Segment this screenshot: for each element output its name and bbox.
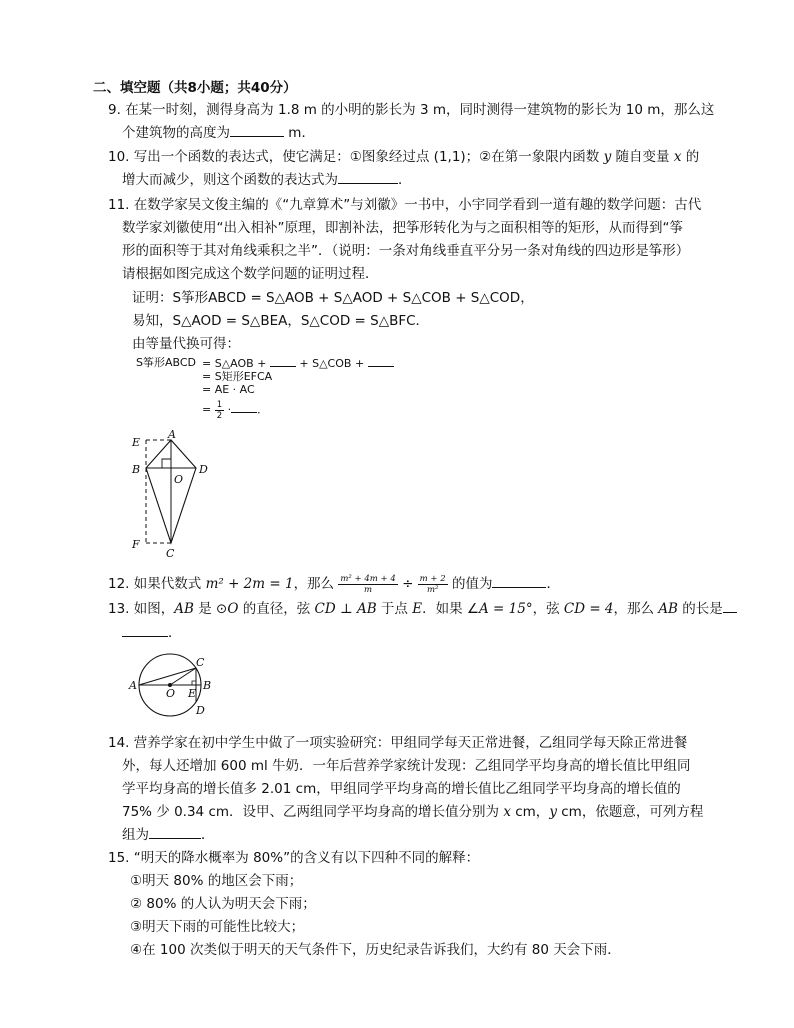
q11-half-den: 2: [216, 410, 223, 421]
q13-circle-figure: [126, 650, 216, 718]
q13-t3: 的直径，弦: [238, 601, 315, 617]
q11-half-num: 1: [216, 399, 223, 410]
q9-text2b: m．: [288, 125, 315, 141]
q13-number: 13.: [108, 601, 130, 617]
q12-fraction1: [338, 574, 397, 595]
q15-number: 15.: [108, 850, 130, 866]
q11-step4-dot: ·: [227, 403, 232, 416]
q14-var-y: y: [549, 804, 557, 820]
q15-text1: “明天的降水概率为 80%”的含义有以下四种不同的解释：: [133, 850, 480, 866]
q13-t6: ，弦: [532, 601, 564, 617]
q11-blank3: [231, 400, 257, 413]
section-title: 二、填空题（共8小题；共40分）: [93, 80, 297, 96]
q10-var-x: x: [673, 149, 682, 165]
fig13-label-D: D: [196, 704, 205, 717]
q10-text1c: 的: [681, 149, 700, 165]
q11-blank1: [270, 354, 296, 367]
q9-line2: [122, 124, 315, 142]
q14-number: 14.: [108, 735, 130, 751]
q10-number: 10.: [108, 149, 130, 165]
q13-AB: AB: [174, 601, 194, 617]
q10-text2a: 增大而减少，则这个函数的表达式为: [122, 172, 338, 188]
q9-text1: 在某一时刻，测得身高为 1.8 m 的小明的影长为 3 m，同时测得一建筑物的影长为 10 m，那么这: [125, 102, 715, 118]
q14-line3: 学平均身高的增长值多 2.01 cm，甲组同学平均身高的增长值比乙组同学平均身高的增长值的: [122, 781, 681, 797]
q12-text-b: ，那么: [293, 576, 339, 592]
q12-number: 12.: [108, 576, 130, 592]
q12-divide: ÷: [402, 576, 414, 592]
q13-O: O: [227, 601, 239, 617]
q11-step1-text: = S△AOB +: [202, 357, 267, 370]
q12-f2-num: m + 2: [419, 573, 446, 584]
q11-proof3: 由等量代换可得：: [132, 336, 240, 352]
fig11-label-B: B: [132, 463, 141, 476]
q12-text-a: 如果代数式: [133, 576, 206, 592]
q13-t4: 于点: [376, 601, 413, 617]
q13-E: E: [412, 601, 423, 617]
q15-option1: ①明天 80% 的地区会下雨；: [130, 873, 303, 889]
q10-text1a: 写出一个函数的表达式，使它满足：①图象经过点 (1,1)；②在第一象限内函数: [133, 149, 604, 165]
q14-var-x: x: [503, 804, 511, 820]
fig11-label-A: A: [168, 428, 176, 441]
q11-proof2: 易知，S△AOD = S△BEA，S△COD = S△BFC．: [132, 313, 430, 329]
q14-line2: 外，每人还增加 600 ml 牛奶．一年后营养学家统计发现：乙组同学平均身高的增长值比甲组同: [122, 758, 691, 774]
q14-t4c: cm，依题意，可列方程: [556, 804, 704, 820]
q14-t5b: ．: [201, 827, 215, 843]
fig13-label-A: A: [129, 679, 137, 692]
q11-number: 11.: [108, 197, 130, 213]
fig13-label-E: E: [188, 687, 197, 700]
q13-line1: [108, 600, 737, 618]
q13-t1: 如图，: [133, 601, 175, 617]
q11-blank2: [368, 354, 394, 367]
q12-f2-den: m²: [426, 584, 439, 595]
q12-expression: m² + 2m = 1: [205, 576, 294, 592]
q13-t5: ．如果 ∠: [422, 601, 479, 617]
q12-text-c: 的值为: [447, 576, 493, 592]
q9-text2a: 个建筑物的高度为: [122, 125, 230, 141]
q13-AB2: AB: [658, 601, 678, 617]
q13-t2: 是 ⊙: [193, 601, 228, 617]
q11-step1-text2: + S△COB +: [299, 357, 365, 370]
q15-option2: ② 80% 的人认为明天会下雨；: [130, 896, 316, 912]
q14-text1: 营养学家在初中学生中做了一项实验研究：甲组同学每天正常进餐，乙组同学每天除正常进餐: [133, 735, 688, 751]
q10-text2b: ．: [398, 172, 412, 188]
q11-half-fraction: [215, 400, 224, 421]
q11-proof1: 证明：S筝形ABCD = S△AOB + S△AOD + S△COB + S△COD，: [132, 290, 534, 306]
q9-answer-blank: [230, 124, 284, 137]
q12-f1-den: m: [364, 584, 373, 595]
q11-line2: 数学家刘徽使用“出入相补”原理，即割补法，把筝形转化为与之面积相等的矩形，从而得到“筝: [122, 220, 683, 236]
q11-derivation-lhs: S筝形ABCD: [136, 356, 197, 369]
q11-step4-eq: =: [202, 403, 212, 416]
fig13-label-B: B: [203, 679, 212, 692]
q10-text1b: 随自变量: [611, 149, 674, 165]
fig11-right-angle: [162, 459, 171, 468]
q12-f1-num: m² + 4m + 4: [340, 573, 396, 584]
q11-line1: [108, 196, 701, 214]
q11-line3: 形的面积等于其对角线乘积之半”．（说明：一条对角线垂直平分另一条对角线的四边形是筝形）: [122, 243, 690, 259]
q15-line1: [108, 849, 479, 867]
q13-t7: ，那么: [613, 601, 659, 617]
q10-line2: [122, 171, 412, 189]
q15-option3: ③明天下雨的可能性比较大；: [130, 919, 305, 935]
fig13-label-C: C: [196, 656, 205, 669]
fig13-label-O: O: [166, 687, 176, 700]
q11-derivation-step4: [202, 399, 268, 421]
q10-var-y: y: [603, 149, 612, 165]
q12-answer-blank: [492, 575, 546, 588]
q12-line: [108, 572, 560, 596]
q12-end: ．: [546, 576, 560, 592]
fig11-label-D: D: [199, 463, 208, 476]
q11-step4-end: ．: [257, 403, 269, 416]
q14-t5a: 组为: [122, 827, 149, 843]
q11-derivation-step2: = S矩形EFCA: [202, 370, 273, 383]
q14-t4a: 75% 少 0.34 cm．设甲、乙两组同学平均身高的增长值分别为: [122, 804, 504, 820]
q10-line1: [108, 148, 699, 166]
q10-answer-blank: [338, 171, 398, 184]
q14-t4b: cm，: [510, 804, 550, 820]
q12-fraction2: [418, 574, 448, 595]
q14-line1: [108, 734, 687, 752]
fig11-label-F: F: [132, 538, 140, 551]
q13-answer-blank: [122, 624, 168, 637]
fig13-line-AC: [139, 668, 196, 685]
q9-number: 9.: [108, 102, 121, 118]
fig11-label-E: E: [132, 436, 141, 449]
q11-derivation-step3: = AE · AC: [202, 383, 255, 396]
q11-text1: 在数学家吴文俊主编的《“九章算术”与刘徽》一书中，小宇同学看到一道有趣的数学问题：古代: [133, 197, 702, 213]
q14-answer-blank: [149, 826, 201, 839]
q13-cond: CD ⊥ AB: [314, 601, 377, 617]
q15-option4: ④在 100 次类似于明天的天气条件下，历史纪录告诉我们，大约有 80 天会下雨．: [130, 942, 621, 958]
q14-line4: [122, 803, 703, 821]
fig13-right-angle: [192, 681, 196, 685]
fig11-label-C: C: [166, 547, 175, 560]
q13-line2: [122, 624, 182, 642]
q14-line5: [122, 826, 215, 844]
q11-kite-figure: [126, 428, 216, 562]
q13-cd: CD = 4: [563, 601, 614, 617]
q13-angle: A = 15°: [479, 601, 533, 617]
q13-t8: 的长是: [677, 601, 723, 617]
q13-end: ．: [168, 625, 182, 641]
q11-line4: 请根据如图完成这个数学问题的证明过程．: [122, 266, 379, 282]
q13-blank-part1: [723, 600, 737, 613]
fig11-label-O: O: [174, 473, 184, 486]
q9-line1: [108, 101, 714, 119]
